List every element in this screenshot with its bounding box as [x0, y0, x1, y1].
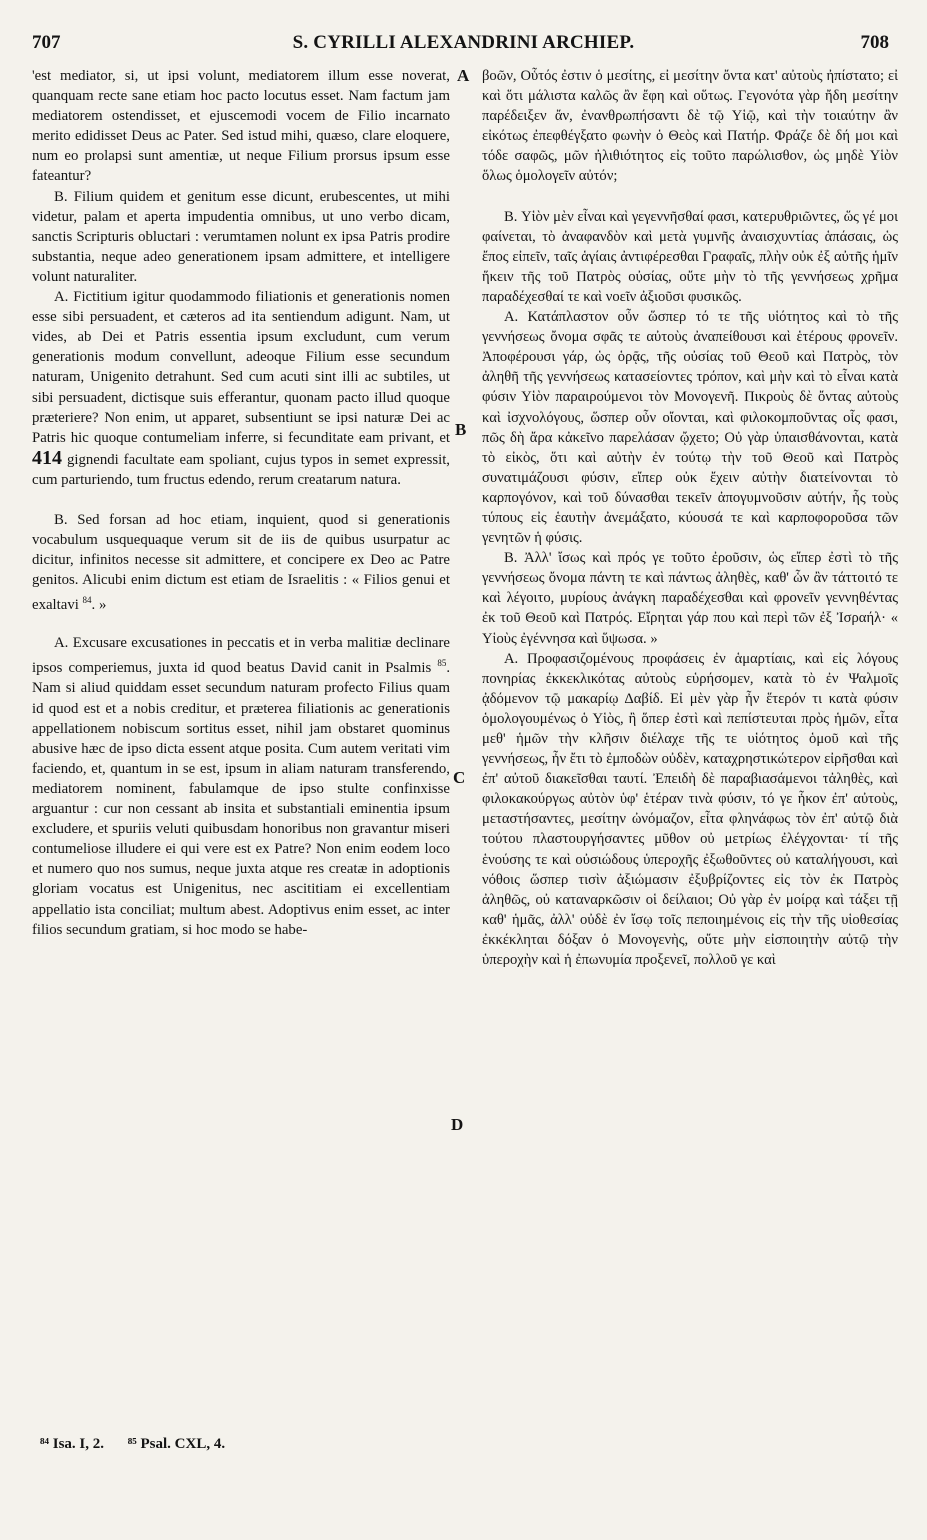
greek-column [482, 66, 898, 970]
latin-text: B. Sed forsan ad hoc etiam, inquient, quod si generationis vocabulum usquequaque verum sit de iis de quibus usurpatur ac dicitur, infinitos necesse sit admittere, et concipere ex Deo ac Patre genitos. Alicubi enim dictum est etiam de Israelitis : « Filios genui et exaltavi [32, 511, 450, 614]
paragraph-gap [482, 187, 898, 207]
latin-paragraph: B. Filium quidem et genitum esse dicunt, erubescentes, ut mihi videtur, palam et aperta impudentia omnibus, ut uno verbo dicam, sanctis Scripturis obluctari : verumtamen nolunt ex ipsa Patris prodire substantia, neque adeo generationem ipsam admittere, et intelligere volunt naturaliter. [32, 188, 450, 285]
latin-column [32, 66, 450, 940]
margin-letter-b: B [455, 420, 467, 439]
greek-paragraph: B. Ἀλλ' ἴσως καὶ πρός γε τοῦτο ἐροῦσιν, ὡς εἴπερ ἐστὶ τὸ τῆς γεννήσεως ὄνομα πάντη τε καὶ πάντως ἀληθὲς, καθ' ὧν ἂν τάττοιτό τε καὶ λέγοιτο, μυρίους ἀνάγκη παραδέχεσθαι καὶ φρονεῖν γεννηθέντας ἐκ τοῦ Θεοῦ καὶ Πατρός. Εἴρηται γάρ που καὶ περὶ τῶν ἐξ Ἰσραήλ· « Υἱοὺς ἐγέννησα καὶ ὕψωσα. » [482, 550, 898, 647]
greek-paragraph: A. Προφασιζομένους προφάσεις ἐν ἁμαρτίαις, καὶ εἰς λόγους πονηρίας ἐκκεκλικότας αὐτοὺς εὑρήσομεν, κατὰ τὸ ἐν Ψαλμοῖς ᾀδόμενον τῷ μακαρίῳ Δαβίδ. Εἰ μὲν γὰρ ἦν ἕτερόν τι κατὰ φύσιν ὁμολογουμένως ὁ Υἱὸς, ἢ ὅπερ ἐστὶ καὶ πεπίστευται πρὸς ἡμῶν, εἶτα μεθ' ἡμῶν τὴν κλῆσιν διέλαχε τῆς τε υἱότητος ὁμοῦ καὶ τῆς γεννήσεως, ἦν ἔτι τὸ ἐμποδὼν οὐδὲν, καταχρηστικώτερον εἰρῆσθαι καὶ ἐπ' αὐτοῦ διακεῖσθαι ταυτί. Ἐπειδὴ δὲ παραβιασάμενοι τἀληθὲς, καὶ φιλοκακούργως αὐτὸν ὑφ' ἑτέραν τινὰ φύσιν, τό γε ἧκον ἐπ' αὐτοὺς, μεταστήσαντες, μεσίτην ὠνόμαζον, εἶτα φληνάφως τὸν ἐπ' αὐτῷ διὰ τούτου πλαστουργήσαντες μῦθον οὐ μετρίως ἐλέγχονται· τί τῆς ἑνούσης τε καὶ οὐσιώδους ὑπεροχῆς ἐξωθοῦντες οὐ καταλήγουσι, καὶ νόθοις ὥσπερ τισὶν ἀξιώμασιν ἐξυβρίζοντες εἰς τὸν ἐκ Πατρὸς ἀληθῶς, οὐ καταναρκῶσιν οἱ δείλαιοι; Οὐ γὰρ ἐν μοίρᾳ καὶ τάξει τῇ καθ' ἡμᾶς, ἀλλ' οὐδὲ ἐν ἴσῳ τοῖς πεποιημένοις εἰς τὴν τῆς υἱοθεσίας ἐκκέκληται δόξαν ὁ Μονογενὴς, οὔτε μὴν εἰσποιητὴν αὐτῷ τὴν ὑπεροχὴν καὶ ἡ ἐπωνυμία προξενεῖ, πολλοῦ γε καὶ [482, 650, 898, 969]
latin-paragraph [32, 510, 450, 615]
latin-paragraph [32, 287, 450, 490]
greek-paragraph: B. Υἱὸν μὲν εἶναι καὶ γεγεννῆσθαί φασι, κατερυθριῶντες, ὥς γέ μοι φαίνεται, τὸ ἀναφανδὸν καὶ μετὰ γυμνῆς ἀναισχυντίας ἁπάσαις, ὡς ἔπος εἰπεῖν, ταῖς ἁγίαις ἀντιφέρεσθαι Γραφαῖς, πλὴν οὐκ ἐξ αὐτῆς ἡμῖν ἥκειν τῆς τοῦ Πατρὸς οὐσίας, οὔτε μὴν τὸ τῆς γεννήσεως χρῆμα παραδέχεσθαί τε καὶ νοεῖν ἀξιοῦσι φυσικῶς. [482, 208, 898, 305]
page-number-right: 708 [860, 32, 889, 53]
footnote: ⁸⁴ Isa. I, 2. [40, 1436, 105, 1452]
latin-text: . Nam si aliud quiddam esset secundum naturam profecto Filius quam id quod est et a nobis creditur, et præterea filiationis ac generationis appellationem nobiscum sortitus esset, nihil jam obstaret quominus abusive hæc de ipso dicta essent atque posita. Cum autem veritati vim faciendo, et, quantum in se est, ipsum in aliam naturam transferendo, mediatorem nominent, fabulamque de ipso stulte confinxisse arguantur : cur non cessant ab insita et substantiali eminentia ipsum excludere, et spuriis veluti quibusdam honoribus non gravantur miseri contumeliose illudere ei qui vere est ex Patre? Non enim eodem loco et numero quo nos sumus, neque juxta atque res creatæ in adoptionis gloriam vocatus est Unigenitus, nec ascititiam ei excellentiam appellatio ista conciliat; multum abest. Adoptivus enim esset, ac inter filios secundum gratiam, si hoc modo se habe- [32, 660, 451, 938]
footnotes [40, 1436, 245, 1453]
footnote-ref: 84 [82, 595, 92, 606]
latin-text: A. Fictitium igitur quodammodo filiationis et generationis nomen esse sibi persuadent, et cæteros ad ita sentiendum adigunt. Nam, ut vides, ab Dei et Patris essentia ipsum excludunt, cum verum generationis modum convellunt, adeoque Filium esse secundum naturam, Unigenito detrahunt. Sed cum acuti sint illi ac subtiles, ut sibi persuadent, dictisque suis efferantur, quonam pacto illud quoque præteriere? Non enim, ut apparet, subsentiunt se ipsi naturæ Dei ac Patris hic quoque contumeliam inferre, si fecunditate eam privant, et [32, 289, 450, 446]
latin-paragraph: 'est mediator, si, ut ipsi volunt, mediatorem illum esse noverat, quanquam recte sane etiam hoc pacto locutus esset. Nam factum jam mediatorem ostendisset, et ejuscemodi vocem de Filio incarnato merito edidisset Deus ac Pater. Sed istud mihi, quæso, clare eloquere, num eo prolapsi sunt amentiæ, ut neque Filium prorsus ipsum esse fateantur? [32, 68, 450, 185]
page-number-left: 707 [32, 32, 61, 53]
footnote-ref: 85 [437, 658, 447, 669]
footnote: ⁸⁵ Psal. CXL, 4. [127, 1436, 226, 1452]
greek-paragraph: A. Κατάπλαστον οὖν ὥσπερ τό τε τῆς υἱότητος καὶ τὸ τῆς γεννήσεως ὄνομα σφᾶς τε αὐτοὺς ἀναπείθουσι καὶ ἑτέρους φρονεῖν. Ἀποφέρουσι γάρ, ὡς ὁρᾷς, τῆς οὐσίας τοῦ Θεοῦ καὶ Πατρὸς, τὸν ἀληθῆ τῆς γεννήσεως κατασείοντες τρόπον, καὶ μὴν καὶ τὸ εἶναι κατὰ φύσιν Υἱὸν παραιρούμενοι τὸν Μονογενῆ. Πικροὺς δὲ ὄντας αὐτοὺς καὶ ἰσχνολόγους, ὥσπερ οὖν οἴονται, καὶ φιλοκομποῦντας οἷς φασι, πῶς δὴ ἄρα κἀκεῖνο παρελάσαν ᾤχετο; Οὐ γὰρ ὑπαισθάνονται, κατὰ τὸ εἰκὸς, ὅτι καὶ αὐτὴν ἐν τούτῳ τὴν τοῦ Θεοῦ καὶ Πατρὸς συνατιμάζουσι φύσιν, εἴπερ οὐκ ἔχειν αὐτὴν διατείνονται τὸ καρπογόνον, καὶ τοῦ δύνασθαι τεκεῖν ἀπογυμνοῦσιν αὐτήν, ἧς τοὺς τύπους εἰς ἑαυτὴν ἀνεμάξατο, κύουσά τε καὶ καρποφοροῦσα τῶν γενητῶν ἡ φύσις. [482, 309, 898, 547]
latin-text: gignendi facultate eam spoliant, cujus typos in semet expressit, cum parturiendo, tum fructus edendo, rerum creatarum natura. [32, 451, 451, 488]
latin-text: A. Excusare excusationes in peccatis et in verba malitiæ declinare ipsos comperiemus, juxta id quod beatus David canit in Psalmis [32, 635, 450, 677]
margin-letter-d: D [451, 1115, 464, 1134]
running-title: S. CYRILLI ALEXANDRINI ARCHIEP. [292, 32, 635, 53]
greek-paragraph: βοῶν, Οὗτός ἐστιν ὁ μεσίτης, εἰ μεσίτην ὄντα κατ' αὐτοὺς ἠπίστατο; εἰ καὶ ὅτι μάλιστα καλῶς ἂν ἔφη καὶ οὕτως. Γεγονότα γὰρ ἤδη μεσίτην παρέδειξεν ἄν, ἐνανθρωπήσαντι δὲ τῷ Υἱῷ, καὶ τὴν τοιαύτην ἂν εἰκότως ἐπεφθέγξατο φωνὴν ὁ Θεὸς καὶ Πατήρ. Φράζε δὲ δή μοι καὶ τόδε σαφῶς, μῶν ἠλιθιότητος εἰς τοῦτο παρώλισθον, ὡς μηδὲ Υἱὸν ὅλως ὁμολογεῖν αὐτόν; [482, 68, 898, 185]
column-number: 414 [32, 446, 62, 469]
margin-letter-c: C [453, 768, 466, 787]
latin-text: . » [91, 597, 107, 614]
paragraph-gap [32, 490, 450, 510]
latin-paragraph [32, 633, 450, 939]
page-header [0, 32, 927, 58]
paragraph-gap [32, 615, 450, 633]
margin-letter-a: A [457, 66, 470, 85]
